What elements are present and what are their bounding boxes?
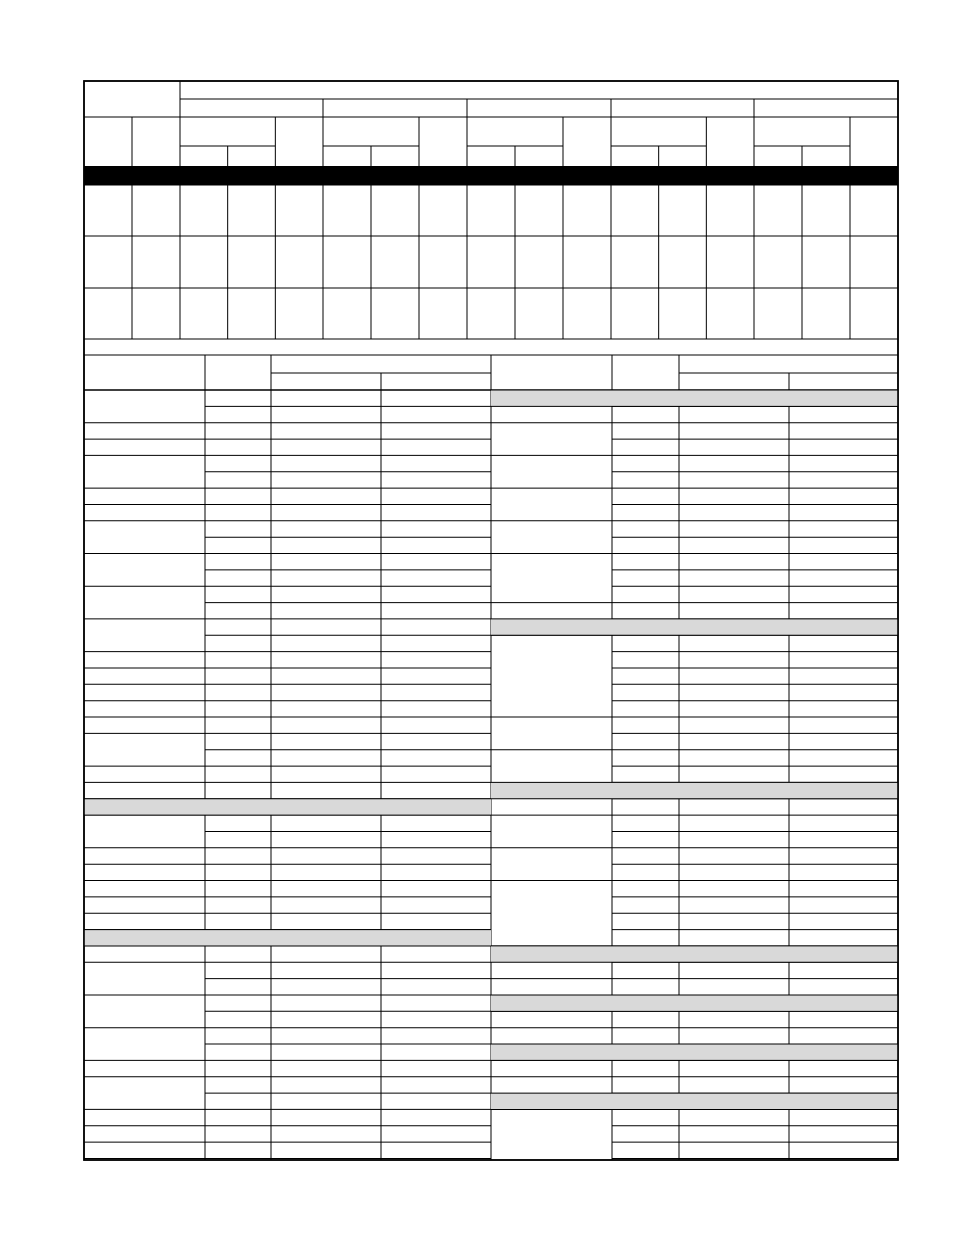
lower-left-section-shade-1 (84, 930, 491, 946)
lower-right-section-shade-3 (491, 946, 898, 962)
lower-right-section-shade-6 (491, 1093, 898, 1109)
lower-right-section-shade-4 (491, 995, 898, 1011)
lower-right-section-shade-1 (491, 619, 898, 635)
upper-header-band (84, 166, 898, 185)
lower-right-section-shade-5 (491, 1044, 898, 1060)
lower-left-section-shade-0 (84, 799, 491, 815)
lower-right-section-shade-0 (491, 390, 898, 406)
lower-right-section-shade-2 (491, 782, 898, 798)
